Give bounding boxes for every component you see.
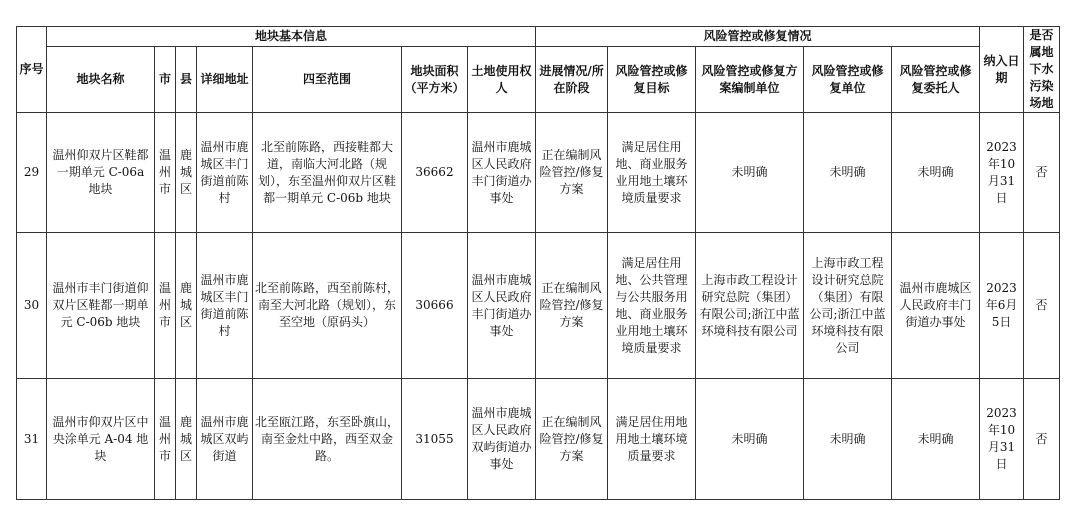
table-row bbox=[17, 379, 1060, 500]
cell-city: 温州市 bbox=[155, 113, 176, 233]
header-group-basic-info: 地块基本信息 bbox=[47, 27, 536, 47]
cell-client: 未明确 bbox=[892, 379, 980, 500]
cell-name: 温州仰双片区鞋都一期单元 C-06a 地块 bbox=[47, 113, 155, 233]
header-boundary: 四至范围 bbox=[253, 47, 402, 113]
header-index: 序号 bbox=[17, 27, 47, 113]
cell-address: 温州市鹿城区丰门街道前陈村 bbox=[197, 233, 253, 379]
cell-date: 2023年6月5日 bbox=[980, 233, 1024, 379]
cell-target: 满足居住用地、商业服务业用地土壤环境质量要求 bbox=[608, 113, 696, 233]
cell-plan-unit: 未明确 bbox=[696, 113, 804, 233]
cell-progress: 正在编制风险管控/修复方案 bbox=[536, 379, 608, 500]
cell-address: 温州市鹿城区双屿街道 bbox=[197, 379, 253, 500]
cell-name: 温州市丰门街道仰双片区鞋都一期单元 C-06b 地块 bbox=[47, 233, 155, 379]
table-row bbox=[17, 233, 1060, 379]
header-group-risk-control: 风险管控或修复情况 bbox=[536, 27, 980, 47]
cell-repair-unit: 上海市政工程设计研究总院（集团）有限公司;浙江中蓝环境科技有限公司 bbox=[804, 233, 892, 379]
cell-date: 2023年10月31日 bbox=[980, 379, 1024, 500]
cell-city: 温州市 bbox=[155, 233, 176, 379]
cell-index: 29 bbox=[17, 113, 47, 233]
table-row bbox=[17, 113, 1060, 233]
header-area: 地块面积（平方米） bbox=[402, 47, 468, 113]
cell-county: 鹿城区 bbox=[176, 379, 197, 500]
header-plan-unit: 风险管控或修复方案编制单位 bbox=[696, 47, 804, 113]
risk-sites-table bbox=[16, 26, 1060, 500]
cell-county: 鹿城区 bbox=[176, 233, 197, 379]
cell-target: 满足居住用地用地土壤环境质量要求 bbox=[608, 379, 696, 500]
cell-name: 温州市仰双片区中央涂单元 A-04 地块 bbox=[47, 379, 155, 500]
cell-repair-unit: 未明确 bbox=[804, 113, 892, 233]
header-repair-unit: 风险管控或修复单位 bbox=[804, 47, 892, 113]
cell-repair-unit: 未明确 bbox=[804, 379, 892, 500]
cell-owner: 温州市鹿城区人民政府丰门街道办事处 bbox=[468, 113, 536, 233]
cell-progress: 正在编制风险管控/修复方案 bbox=[536, 233, 608, 379]
cell-city: 温州市 bbox=[155, 379, 176, 500]
header-name: 地块名称 bbox=[47, 47, 155, 113]
cell-groundwater: 否 bbox=[1024, 379, 1060, 500]
header-date: 纳入日期 bbox=[980, 27, 1024, 113]
cell-address: 温州市鹿城区丰门街道前陈村 bbox=[197, 113, 253, 233]
cell-index: 30 bbox=[17, 233, 47, 379]
header-city: 市 bbox=[155, 47, 176, 113]
cell-county: 鹿城区 bbox=[176, 113, 197, 233]
header-groundwater: 是否属地下水污染场地 bbox=[1024, 27, 1060, 113]
header-progress: 进展情况/所在阶段 bbox=[536, 47, 608, 113]
header-target: 风险管控或修复目标 bbox=[608, 47, 696, 113]
cell-area: 36662 bbox=[402, 113, 468, 233]
cell-owner: 温州市鹿城区人民政府双屿街道办事处 bbox=[468, 379, 536, 500]
cell-area: 31055 bbox=[402, 379, 468, 500]
header-owner: 土地使用权人 bbox=[468, 47, 536, 113]
header-address: 详细地址 bbox=[197, 47, 253, 113]
cell-boundary: 北至前陈路，西接鞋都大道，南临大河北路（规划），东至温州仰双片区鞋都一期单元 C-06b 地块 bbox=[253, 113, 402, 233]
cell-boundary: 北至前陈路，西至前陈村，南至大河北路（规划），东至空地（原码头） bbox=[253, 233, 402, 379]
cell-progress: 正在编制风险管控/修复方案 bbox=[536, 113, 608, 233]
header-client: 风险管控或修复委托人 bbox=[892, 47, 980, 113]
cell-boundary: 北至瓯江路，东至卧旗山，南至金灶中路，西至双金路。 bbox=[253, 379, 402, 500]
cell-plan-unit: 上海市政工程设计研究总院（集团）有限公司;浙江中蓝环境科技有限公司 bbox=[696, 233, 804, 379]
cell-client: 温州市鹿城区人民政府丰门街道办事处 bbox=[892, 233, 980, 379]
cell-target: 满足居住用地、公共管理与公共服务用地、商业服务业用地土壤环境质量要求 bbox=[608, 233, 696, 379]
cell-groundwater: 否 bbox=[1024, 233, 1060, 379]
cell-client: 未明确 bbox=[892, 113, 980, 233]
cell-groundwater: 否 bbox=[1024, 113, 1060, 233]
cell-index: 31 bbox=[17, 379, 47, 500]
cell-owner: 温州市鹿城区人民政府丰门街道办事处 bbox=[468, 233, 536, 379]
header-county: 县 bbox=[176, 47, 197, 113]
cell-plan-unit: 未明确 bbox=[696, 379, 804, 500]
cell-date: 2023年10月31日 bbox=[980, 113, 1024, 233]
cell-area: 30666 bbox=[402, 233, 468, 379]
